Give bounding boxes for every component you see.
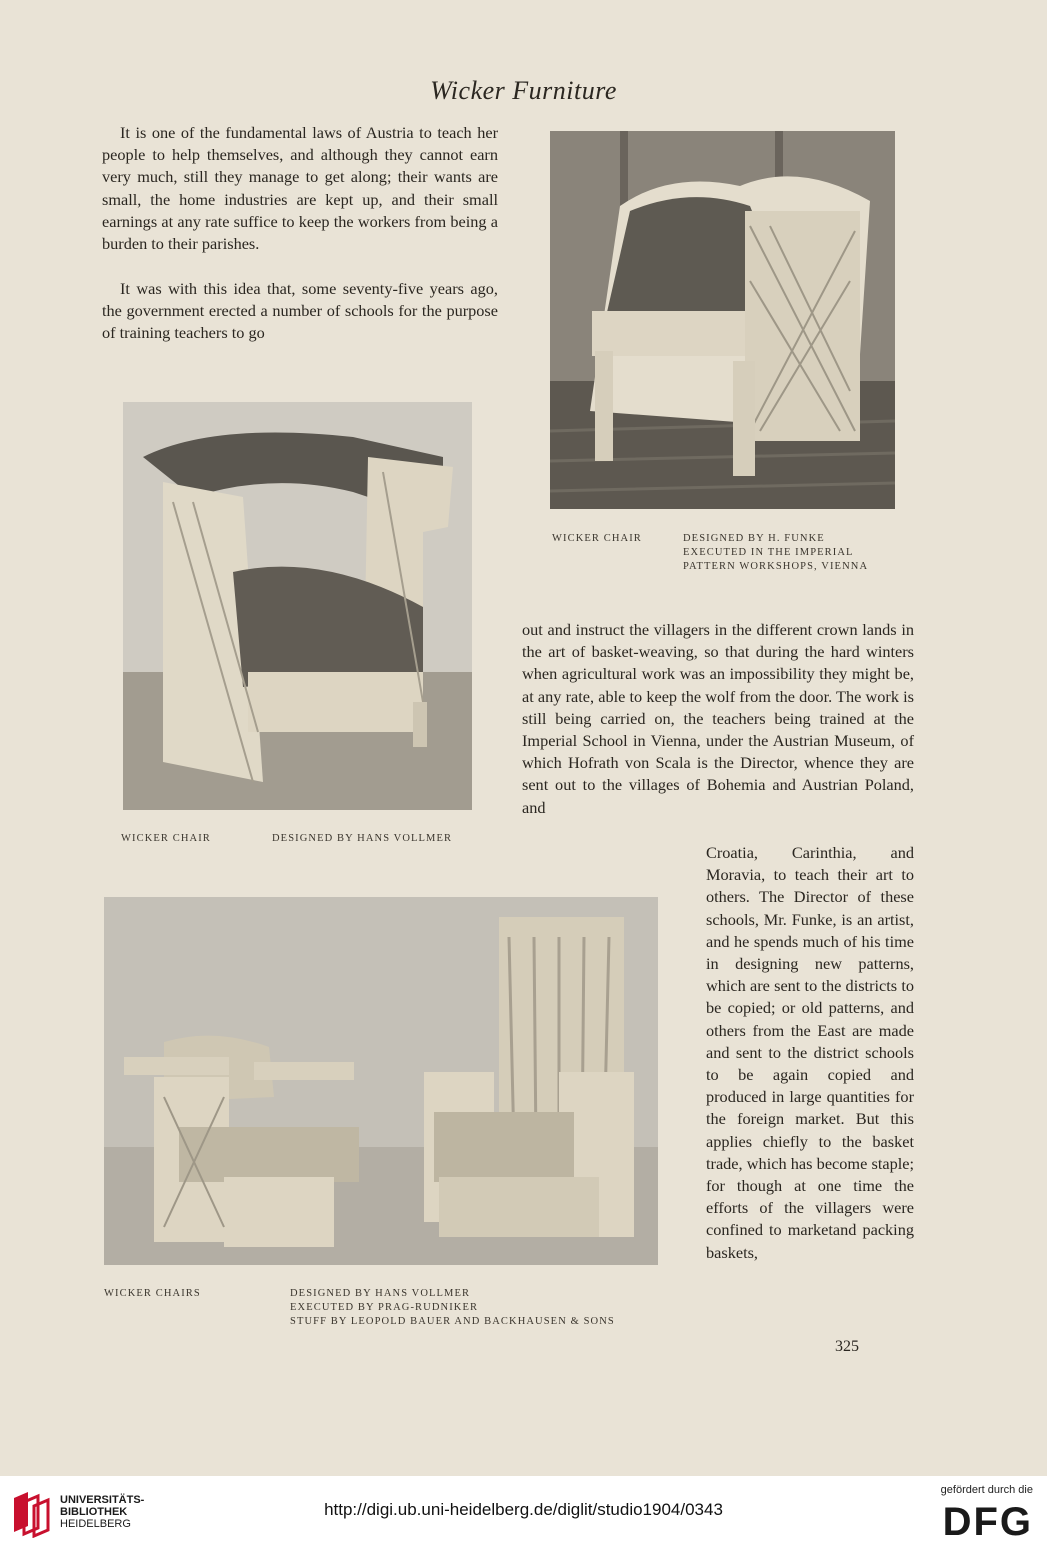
caption-pair-label: WICKER CHAIRS (104, 1288, 201, 1299)
paragraph-4: Croatia, Carinthia, and Moravia, to teach their art to others. The Director of these schools, Mr. Funke, is an artist, and he spends much of his time in designing new patterns, which are sent to the districts to be copied; or old patterns, and others from the East are made and sent to the district schools to be again copied and produced in large quantities for the foreign market. But this applies chiefly to the basket trade, which has become staple; for though at one time the efforts of the villagers were confined to marketand packing baskets, (706, 843, 914, 1262)
caption-pair-line1: DESIGNED BY HANS VOLLMER (290, 1288, 471, 1299)
caption-pair-line3: STUFF BY LEOPOLD BAUER AND BACKHAUSEN & SONS (290, 1316, 615, 1327)
funding-note: gefördert durch die (940, 1484, 1033, 1496)
caption-pair-line2: EXECUTED BY PRAG-RUDNIKER (290, 1302, 479, 1313)
footer-band (0, 1476, 1047, 1556)
caption-funke-line2: EXECUTED IN THE IMPERIAL (683, 547, 854, 558)
page-number: 325 (835, 1338, 859, 1355)
library-line-3: HEIDELBERG (60, 1518, 131, 1530)
caption-funke-label: WICKER CHAIR (552, 533, 642, 544)
caption-funke-line3: PATTERN WORKSHOPS, VIENNA (683, 561, 869, 572)
paragraph-2: It was with this idea that, some seventy-five years ago, the government erected a number of schools for the purpose of training teachers to go (102, 279, 498, 343)
library-line-1: UNIVERSITÄTS- (60, 1494, 145, 1506)
library-line-2: BIBLIOTHEK (60, 1506, 128, 1518)
caption-vollmer-line1: DESIGNED BY HANS VOLLMER (272, 833, 453, 844)
caption-vollmer-label: WICKER CHAIR (121, 833, 211, 844)
paragraph-1: It is one of the fundamental laws of Austria to teach her people to help themselves, and although they cannot earn very much, still they manage to get along; their wants are small, the home industries are kept up, and their small earnings at any rate suffice to keep the workers from being a burden to their parishes. (102, 123, 498, 254)
photo-wicker-chair-vollmer (123, 402, 472, 810)
paragraph-3: out and instruct the villagers in the different crown lands in the art of basket-weaving, so that during the hard winters when agricultural work was an impossibility they might be, at any rate, able to keep the wolf from the door. The work is still being carried on, the teachers being trained at the Imperial School in Vienna, under the Austrian Museum, of which Hofrath von Scala is the Director, whence they are sent out to the villages of Bohemia and Austrian Poland, and (522, 620, 914, 817)
caption-funke-line1: DESIGNED BY H. FUNKE (683, 533, 825, 544)
photo-wicker-chair-funke (550, 131, 895, 509)
photo-wicker-chairs-pair (104, 897, 658, 1265)
permalink-url[interactable]: http://digi.ub.uni-heidelberg.de/diglit/studio1904/0343 (324, 1500, 723, 1519)
running-title: Wicker Furniture (430, 76, 617, 105)
funder-logo: DFG (942, 1500, 1033, 1544)
